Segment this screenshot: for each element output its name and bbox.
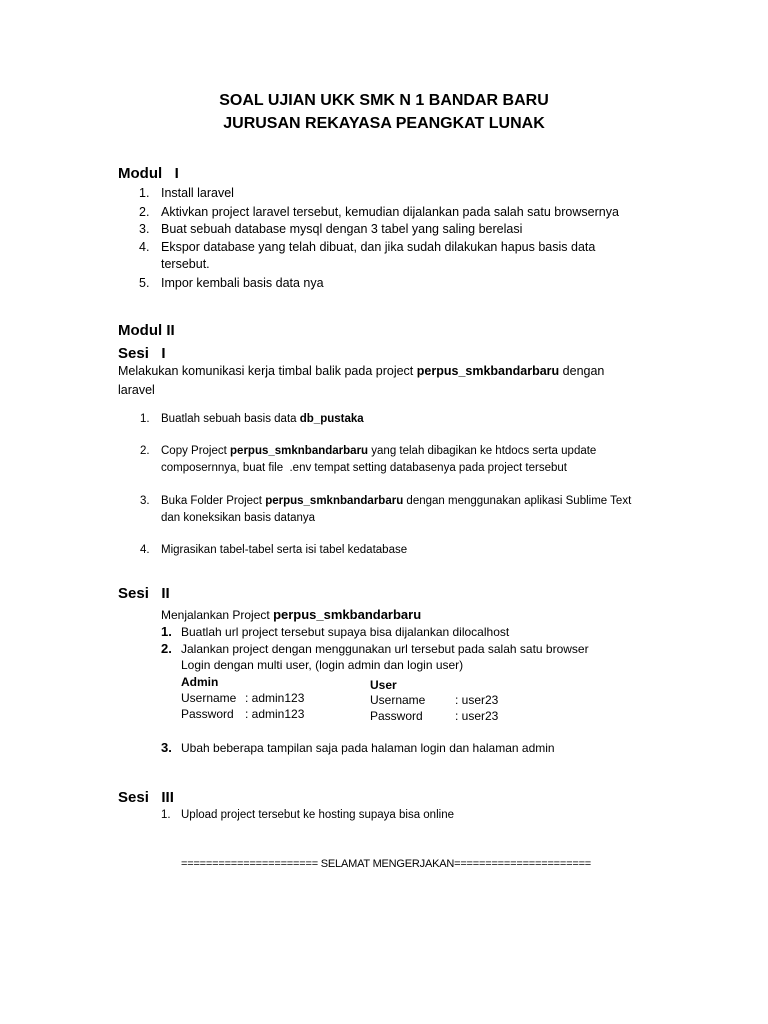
item-number: 1. xyxy=(139,186,150,200)
intro-text: Melakukan komunikasi kerja timbal balik pada project xyxy=(118,364,417,378)
username-label: Username xyxy=(181,691,237,705)
admin-password-row xyxy=(181,707,304,721)
user-password-row xyxy=(370,709,498,723)
item-number: 3. xyxy=(161,740,172,755)
modul-1-item-4-continued: tersebut. xyxy=(161,257,210,271)
item-number: 2. xyxy=(140,445,150,457)
item-text: Buatlah url project tersebut supaya bisa dijalankan dilocalhost xyxy=(181,625,510,639)
item-text-part: Buatlah sebuah basis data xyxy=(161,413,300,425)
sesi-2-item-2-continued: Login dengan multi user, (login admin dan login user) xyxy=(181,658,464,672)
item-number: 1. xyxy=(161,809,171,821)
item-text: Ubah beberapa tampilan saja pada halaman login dan halaman admin xyxy=(181,741,555,755)
modul-1-item-5 xyxy=(139,276,324,290)
user-username-row xyxy=(370,693,498,707)
item-text: Jalankan project dengan menggunakan url tersebut pada salah satu browser xyxy=(181,642,589,656)
modul-1-item-1 xyxy=(139,186,234,200)
item-text xyxy=(161,493,631,510)
project-name: perpus_smknbandarbaru xyxy=(230,445,369,457)
item-number: 1. xyxy=(161,624,172,639)
item-number: 5. xyxy=(139,276,150,290)
item-number: 3. xyxy=(140,495,150,507)
item-text: Impor kembali basis data nya xyxy=(161,276,324,290)
item-text: Aktivkan project laravel tersebut, kemudian dijalankan pada salah satu browsernya xyxy=(161,205,619,219)
item-number: 2. xyxy=(161,641,172,656)
admin-username-row xyxy=(181,691,304,705)
sesi-1-intro xyxy=(118,364,604,378)
item-text: Upload project tersebut ke hosting supaya bisa online xyxy=(181,809,454,821)
modul-1-item-2 xyxy=(139,205,619,219)
item-text: Migrasikan tabel-tabel serta isi tabel kedatabase xyxy=(161,544,408,556)
sesi-1-heading: Sesi I xyxy=(118,345,166,362)
sesi-1-intro-continued: laravel xyxy=(118,383,155,397)
admin-credentials-title: Admin xyxy=(181,675,219,689)
project-name: perpus_smknbandarbaru xyxy=(265,495,404,507)
username-value: : user23 xyxy=(455,693,499,707)
sesi-2-intro xyxy=(161,606,421,624)
sesi-2-heading: Sesi II xyxy=(118,585,170,602)
item-number: 2. xyxy=(139,205,150,219)
sesi-2-item-2 xyxy=(161,641,589,656)
sesi-1-item-3-continued: dan koneksikan basis datanya xyxy=(161,512,316,524)
item-text-part: yang telah dibagikan ke htdocs serta update xyxy=(368,445,597,457)
password-label: Password xyxy=(181,707,234,721)
modul-1-item-3 xyxy=(139,222,522,236)
item-text-part: dengan menggunakan aplikasi Sublime Text xyxy=(403,495,632,507)
sesi-3-heading: Sesi III xyxy=(118,789,174,806)
sesi-2-item-3 xyxy=(161,740,555,755)
intro-text: Menjalankan Project xyxy=(161,608,274,622)
password-value: : user23 xyxy=(455,709,499,723)
database-name: db_pustaka xyxy=(299,413,364,425)
item-number: 3. xyxy=(139,222,150,236)
username-label: Username xyxy=(370,693,426,707)
project-name: perpus_smkbandarbaru xyxy=(416,364,560,378)
modul-1-item-4 xyxy=(139,240,595,254)
sesi-1-item-2-continued: composernnya, buat file .env tempat setting databasenya pada project tersebut xyxy=(161,462,567,474)
password-label: Password xyxy=(370,709,423,723)
item-number: 4. xyxy=(139,240,150,254)
document-title-line-1: SOAL UJIAN UKK SMK N 1 BANDAR BARU xyxy=(219,92,549,109)
password-value: : admin123 xyxy=(245,707,305,721)
sesi-2-item-1 xyxy=(161,624,509,639)
item-text: Buat sebuah database mysql dengan 3 tabel yang saling berelasi xyxy=(161,222,523,236)
username-value: : admin123 xyxy=(245,691,305,705)
document-title-line-2: JURUSAN REKAYASA PEANGKAT LUNAK xyxy=(223,115,545,132)
item-text-part: Copy Project xyxy=(161,445,231,457)
project-name: perpus_smkbandarbaru xyxy=(273,607,422,622)
item-number: 4. xyxy=(140,544,150,556)
item-text xyxy=(161,443,596,460)
modul-2-heading: Modul II xyxy=(118,322,175,339)
intro-text: dengan xyxy=(559,364,605,378)
item-text: Ekspor database yang telah dibuat, dan jika sudah dilakukan hapus basis data xyxy=(161,240,596,254)
item-text-part: Buka Folder Project xyxy=(161,495,266,507)
item-text: Install laravel xyxy=(161,186,234,200)
modul-1-heading: Modul I xyxy=(118,165,179,182)
user-credentials-title: User xyxy=(370,678,397,692)
item-text xyxy=(161,411,364,428)
item-number: 1. xyxy=(140,413,150,425)
closing-banner: ====================== SELAMAT MENGERJAKAN====================== xyxy=(181,858,592,870)
